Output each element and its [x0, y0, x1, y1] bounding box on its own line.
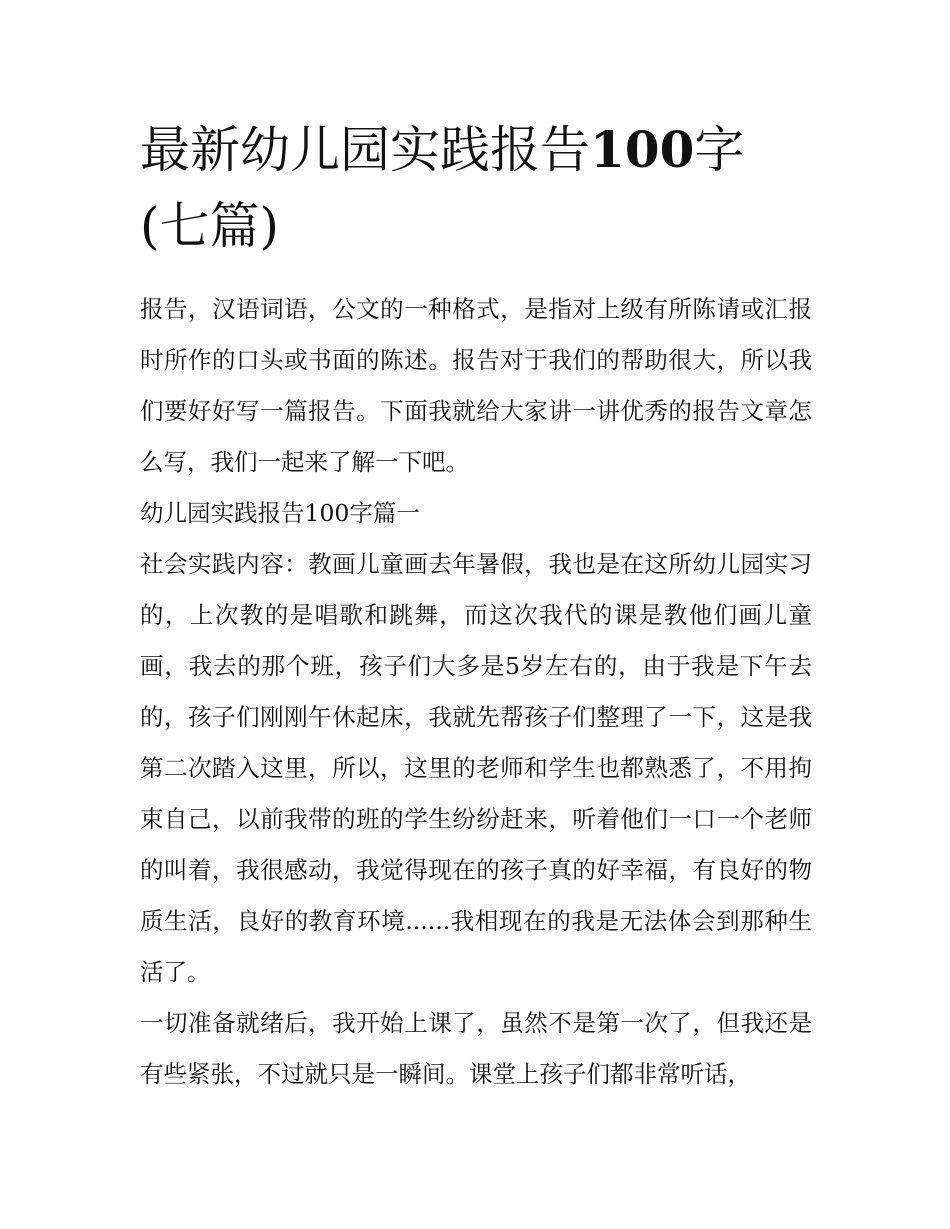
body-paragraph-1: 社会实践内容：教画儿童画去年暑假，我也是在这所幼儿园实习的，上次教的是唱歌和跳舞，而这次我代的课是教他们画儿童画，我去的那个班，孩子们大多是5岁左右的，由于我是下午去的，孩子们刚刚午休起床，我就先帮孩子们整理了一下，这是我第二次踏入这里，所以，这里的老师和学生也都熟悉了，不用拘束自己，以前我带的班的学生纷纷赶来，听着他们一口一个老师的叫着，我很感动，我觉得现在的孩子真的好幸福，有良好的物质生活，良好的教育环境......我相现在的我是无法体会到那种生活了。	[140, 550, 812, 986]
document-page	[140, 112, 812, 1100]
section-heading: 幼儿园实践报告100字篇一	[140, 499, 420, 527]
body-paragraph-2: 一切准备就绪后，我开始上课了，虽然不是第一次了，但我还是有些紧张，不过就只是一瞬间。课堂上孩子们都非常听话，	[140, 1009, 812, 1088]
intro-paragraph: 报告，汉语词语，公文的一种格式，是指对上级有所陈请或汇报时所作的口头或书面的陈述。报告对于我们的帮助很大，所以我们要好好写一篇报告。下面我就给大家讲一讲优秀的报告文章怎么写，我们一起来了解一下吧。	[140, 295, 812, 476]
title-number: 100	[590, 120, 695, 179]
document-title	[140, 112, 812, 264]
title-part-2: 字(七篇)	[140, 121, 745, 255]
title-part-1: 最新幼儿园实践报告	[140, 121, 590, 179]
